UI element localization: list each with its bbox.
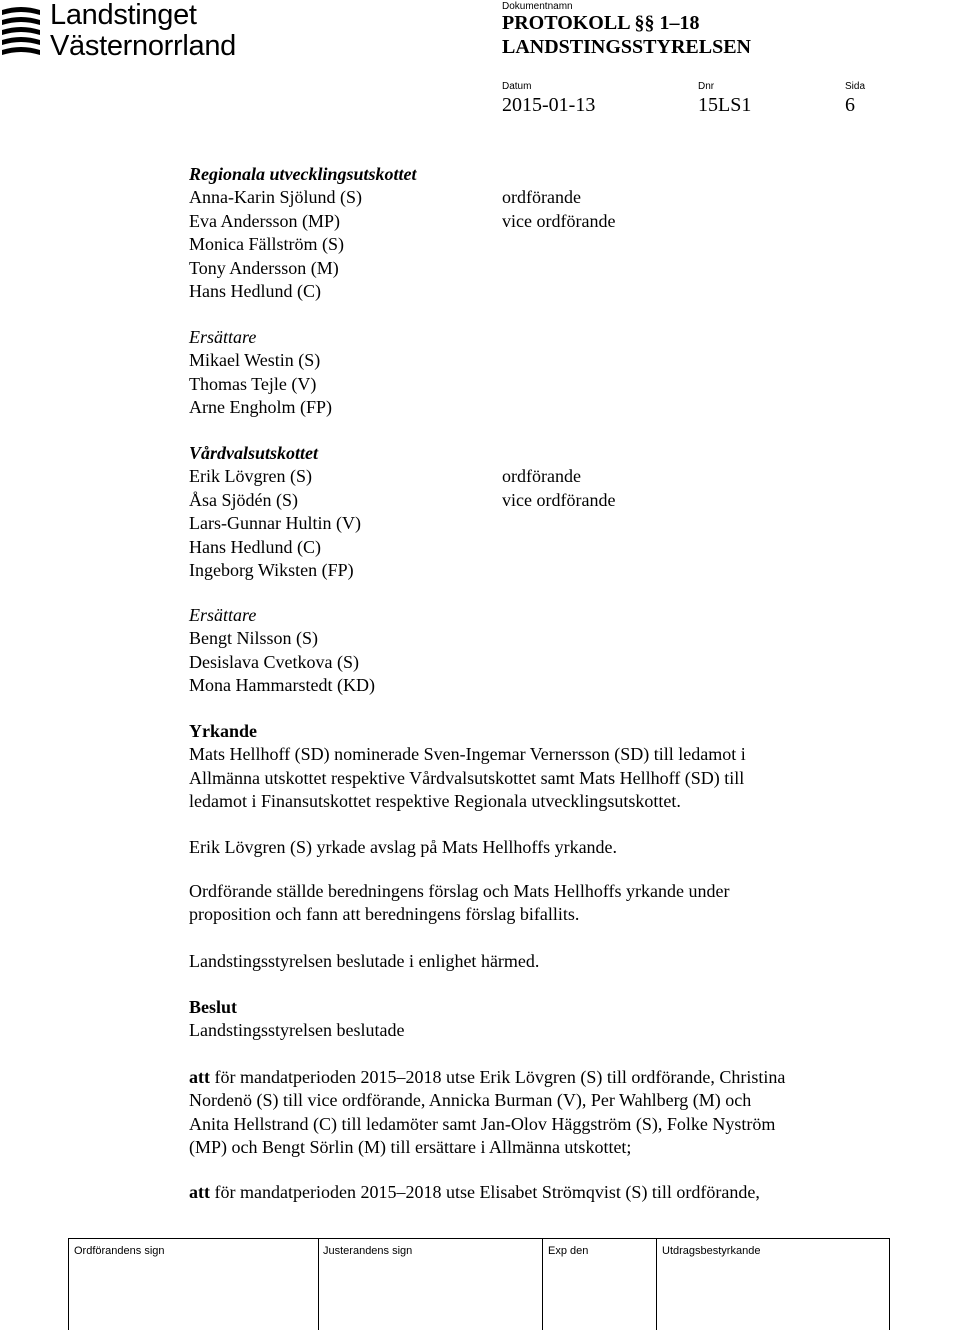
member-name: Hans Hedlund (C): [189, 536, 321, 557]
page-number: 6: [845, 94, 855, 116]
yrkande-paragraph-1: [189, 743, 746, 813]
footer-cell-border: [656, 1238, 657, 1330]
dnr-value: 15LS1: [698, 94, 752, 116]
footer-cell-border: [542, 1238, 543, 1330]
footer-cell-border: [889, 1238, 890, 1330]
member-name: Tony Andersson (M): [189, 257, 339, 278]
text-line: Anita Hellstrand (C) till ledamöter samt Jan-Olov Häggström (S), Folke Nyström: [189, 1113, 776, 1134]
beslut-intro: Landstingsstyrelsen beslutade: [189, 1020, 405, 1041]
exp-date-label: Exp den: [548, 1245, 589, 1257]
page-label: Sida: [845, 81, 866, 92]
text-line: Landstingsstyrelsen beslutade i enlighet härmed.: [189, 951, 540, 971]
county-emblem-icon: [0, 4, 42, 62]
text-line: för mandatperioden 2015–2018 utse Elisabet Strömqvist (S) till ordförande,: [210, 1182, 760, 1202]
decision-clause-2: [189, 1181, 760, 1204]
member-role: ordförande: [502, 466, 581, 487]
member-name: Monica Fällström (S): [189, 234, 344, 255]
text-line: Mats Hellhoff (SD) nominerade Sven-Ingemar Vernersson (SD) till ledamot i: [189, 744, 746, 765]
footer-divider: [68, 1238, 890, 1239]
footer-cell-border: [318, 1238, 319, 1330]
member-role: vice ordförande: [502, 489, 616, 510]
organization-logo: [0, 0, 290, 66]
substitutes-heading: Ersättare: [189, 605, 257, 625]
substitute-name: Thomas Tejle (V): [189, 373, 317, 394]
substitute-name: Bengt Nilsson (S): [189, 628, 319, 649]
substitute-name: Mikael Westin (S): [189, 350, 321, 371]
document-title: PROTOKOLL §§ 1–18: [502, 12, 700, 34]
att-keyword: att: [189, 1182, 210, 1202]
member-name: Anna-Karin Sjölund (S): [189, 187, 362, 208]
committee-heading-vardval: Vårdvalsutskottet: [189, 443, 319, 463]
logo-line-2: Västernorrland: [50, 30, 237, 62]
chair-sign-label: Ordförandens sign: [74, 1245, 165, 1257]
footer-cell-border: [68, 1238, 69, 1330]
substitute-name: Mona Hammarstedt (KD): [189, 675, 375, 696]
yrkande-paragraph-3: [189, 880, 730, 927]
member-name: Erik Lövgren (S): [189, 466, 312, 487]
att-keyword: att: [189, 1067, 210, 1087]
member-name: Hans Hedlund (C): [189, 281, 321, 301]
date-label: Datum: [502, 81, 532, 92]
substitute-name: Desislava Cvetkova (S): [189, 651, 359, 672]
decision-clause-1: [189, 1066, 785, 1160]
logo-line-1: Landstinget: [50, 0, 197, 31]
section-heading-beslut: Beslut: [189, 997, 238, 1017]
member-name: Eva Andersson (MP): [189, 210, 340, 231]
text-line: Ordförande ställde beredningens förslag och Mats Hellhoffs yrkande under: [189, 881, 730, 901]
text-line: Erik Lövgren (S) yrkade avslag på Mats Hellhoffs yrkande.: [189, 837, 618, 857]
yrkande-paragraph-2: [189, 836, 617, 859]
substitutes-heading: Ersättare: [189, 327, 257, 347]
extract-certifier-label: Utdragsbestyrkande: [662, 1245, 761, 1257]
substitute-name: Arne Engholm (FP): [189, 397, 332, 418]
member-name: Åsa Sjödén (S): [189, 489, 298, 510]
adjuster-sign-label: Justerandens sign: [323, 1245, 413, 1257]
section-heading-yrkande: Yrkande: [189, 721, 258, 741]
member-name: Ingeborg Wiksten (FP): [189, 560, 354, 580]
member-role: vice ordförande: [502, 210, 616, 231]
text-line: för mandatperioden 2015–2018 utse Erik Lövgren (S) till ordförande, Christina: [210, 1067, 786, 1087]
committee-heading-regional: Regionala utvecklingsutskottet: [189, 164, 417, 184]
text-line: (MP) och Bengt Sörlin (M) till ersättare i Allmänna utskottet;: [189, 1137, 632, 1158]
date-value: 2015-01-13: [502, 94, 596, 116]
dnr-label: Dnr: [698, 81, 715, 92]
document-name-label: Dokumentnamn: [502, 1, 573, 12]
document-subtitle: LANDSTINGSSTYRELSEN: [502, 36, 751, 58]
text-line: proposition och fann att beredningens förslag bifallits.: [189, 904, 580, 925]
text-line: Allmänna utskottet respektive Vårdvalsutskottet samt Mats Hellhoff (SD) till: [189, 767, 745, 788]
member-name: Lars-Gunnar Hultin (V): [189, 513, 361, 534]
member-role: ordförande: [502, 187, 581, 208]
text-line: ledamot i Finansutskottet respektive Regionala utvecklingsutskottet.: [189, 791, 681, 812]
yrkande-paragraph-4: [189, 950, 539, 973]
text-line: Nordenö (S) till vice ordförande, Annicka Burman (V), Per Wahlberg (M) och: [189, 1090, 752, 1111]
